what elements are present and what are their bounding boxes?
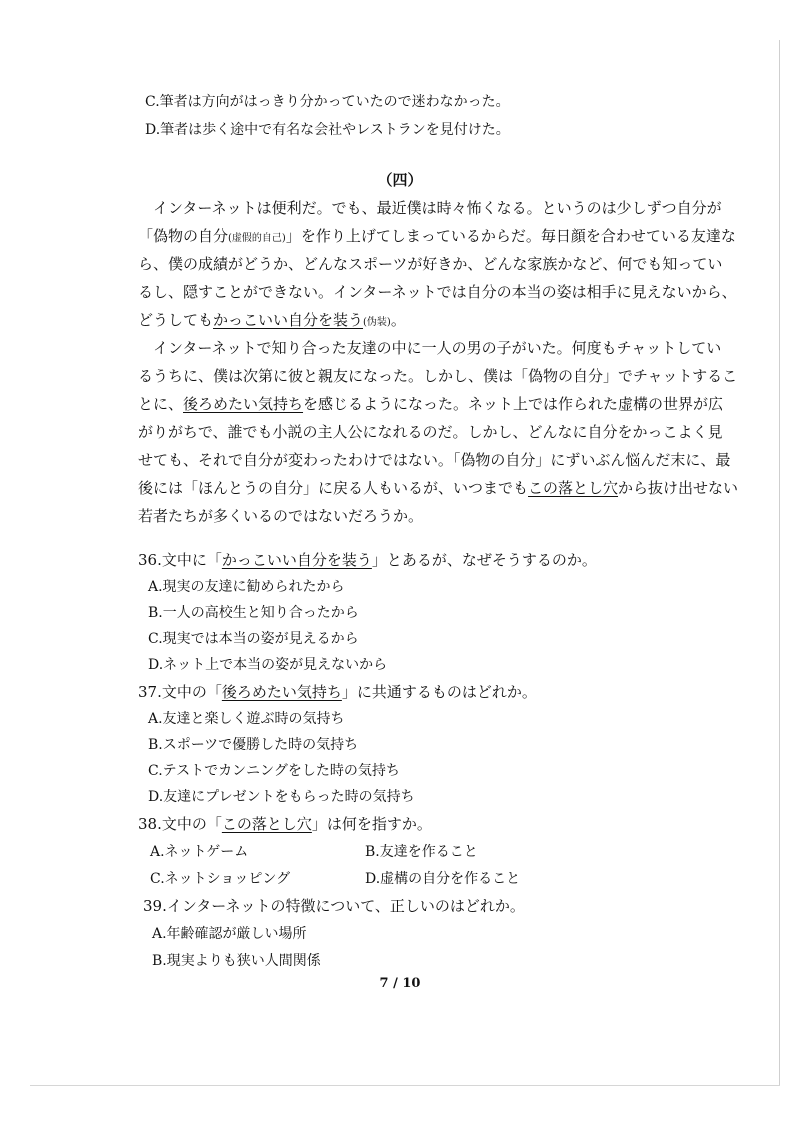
question-text: 」とあるが、なぜそうするのか。 (371, 551, 597, 569)
question-text: 」に共通するものはどれか。 (341, 683, 537, 701)
question-37-stem (138, 682, 537, 702)
underlined-phrase: かっこいい自分を装う (213, 311, 364, 329)
question-text: 37.文中の「 (138, 683, 222, 701)
question-38-stem (138, 814, 432, 834)
q37-option-a: A.友達と楽しく遊ぶ時の気持ち (148, 711, 345, 727)
passage-text: 「偽物の自分 (138, 227, 229, 245)
gloss-annotation: (虚假的自己) (228, 233, 286, 244)
passage-text: 後には「ほんとうの自分」に戻る人もいるが、いつまでも (138, 479, 529, 497)
passage-line (138, 394, 723, 414)
q36-option-b: B.一人の高校生と知り合ったから (148, 605, 359, 621)
passage-line: るし、隠すことができない。インターネットでは自分の本当の姿は相手に見えないから、 (138, 283, 737, 301)
page-edge-bottom (30, 1085, 780, 1086)
underlined-phrase: この落とし穴 (528, 479, 619, 497)
passage-line: るうちに、僕は次第に彼と親友になった。しかし、僕は「偽物の自分」でチャットするこ (138, 367, 738, 385)
question-text: 」は何を指すか。 (311, 815, 432, 833)
passage-text: 」を作り上げてしまっているからだ。毎日顔を合わせている友達な (285, 227, 736, 245)
passage-text: から抜け出せない (618, 479, 739, 497)
q36-option-c: C.現実では本当の姿が見えるから (148, 631, 359, 647)
q38-option-c: C.ネットショッピング (150, 871, 291, 887)
page-number: 7 / 10 (379, 976, 421, 991)
q36-option-d: D.ネット上で本当の姿が見えないから (148, 657, 388, 673)
question-text: 38.文中の「 (138, 815, 222, 833)
question-text: 36.文中に「 (138, 551, 222, 569)
page-edge-right (779, 40, 780, 1085)
q37-option-d: D.友達にプレゼントをもらった時の気持ち (148, 789, 415, 805)
q39-option-a: A.年齢確認が厳しい場所 (152, 926, 307, 942)
q37-option-b: B.スポーツで優勝した時の気持ち (148, 737, 359, 753)
passage-line: がりがちで、誰でも小説の主人公になれるのだ。しかし、どんなに自分をかっこよく見 (138, 423, 723, 441)
passage-text: とに、 (138, 395, 184, 413)
passage-line: 若者たちが多くいるのではないだろうか。 (138, 507, 424, 525)
q39-option-b: B.現実よりも狭い人間関係 (152, 953, 321, 969)
prev-option-d: D.筆者は歩く途中で有名な会社やレストランを見付けた。 (145, 122, 510, 138)
q36-option-a: A.現実の友達に勧められたから (148, 579, 345, 595)
underlined-phrase: この落とし穴 (221, 815, 312, 833)
section-heading: （四） (377, 171, 423, 189)
q37-option-c: C.テストでカンニングをした時の気持ち (148, 763, 400, 779)
question-36-stem (138, 550, 597, 570)
underlined-phrase: 後ろめたい気持ち (183, 395, 304, 413)
passage-line (138, 310, 406, 333)
passage-line (138, 478, 738, 498)
prev-option-c: C.筆者は方向がはっきり分かっていたので迷わなかった。 (145, 94, 510, 110)
passage-text: 。 (390, 311, 406, 329)
q38-option-d: D.虚構の自分を作ること (365, 871, 521, 887)
question-39-stem: 39.インターネットの特徴について、正しいのはどれか。 (143, 897, 525, 915)
underlined-phrase: 後ろめたい気持ち (221, 683, 342, 701)
q38-option-b: B.友達を作ること (365, 844, 478, 860)
passage-line: インターネットで知り合った友達の中に一人の男の子がいた。何度もチャットしてい (138, 339, 722, 357)
underlined-phrase: かっこいい自分を装う (221, 551, 372, 569)
passage-text: を感じるようになった。ネット上では作られた虚構の世界が広 (303, 395, 724, 413)
passage-line: せても、それで自分が変わったわけではない。「偽物の自分」にずいぶん悩んだ末に、最 (138, 451, 731, 469)
passage-line: ら、僕の成績がどうか、どんなスポーツが好きか、どんな家族かなど、何でも知ってい (138, 255, 723, 273)
gloss-annotation: (伪装) (363, 317, 391, 328)
passage-line (138, 226, 736, 249)
passage-text: どうしても (138, 311, 214, 329)
q38-option-a: A.ネットゲーム (150, 844, 249, 860)
passage-line: インターネットは便利だ。でも、最近僕は時々怖くなる。というのは少しずつ自分が (138, 199, 722, 217)
